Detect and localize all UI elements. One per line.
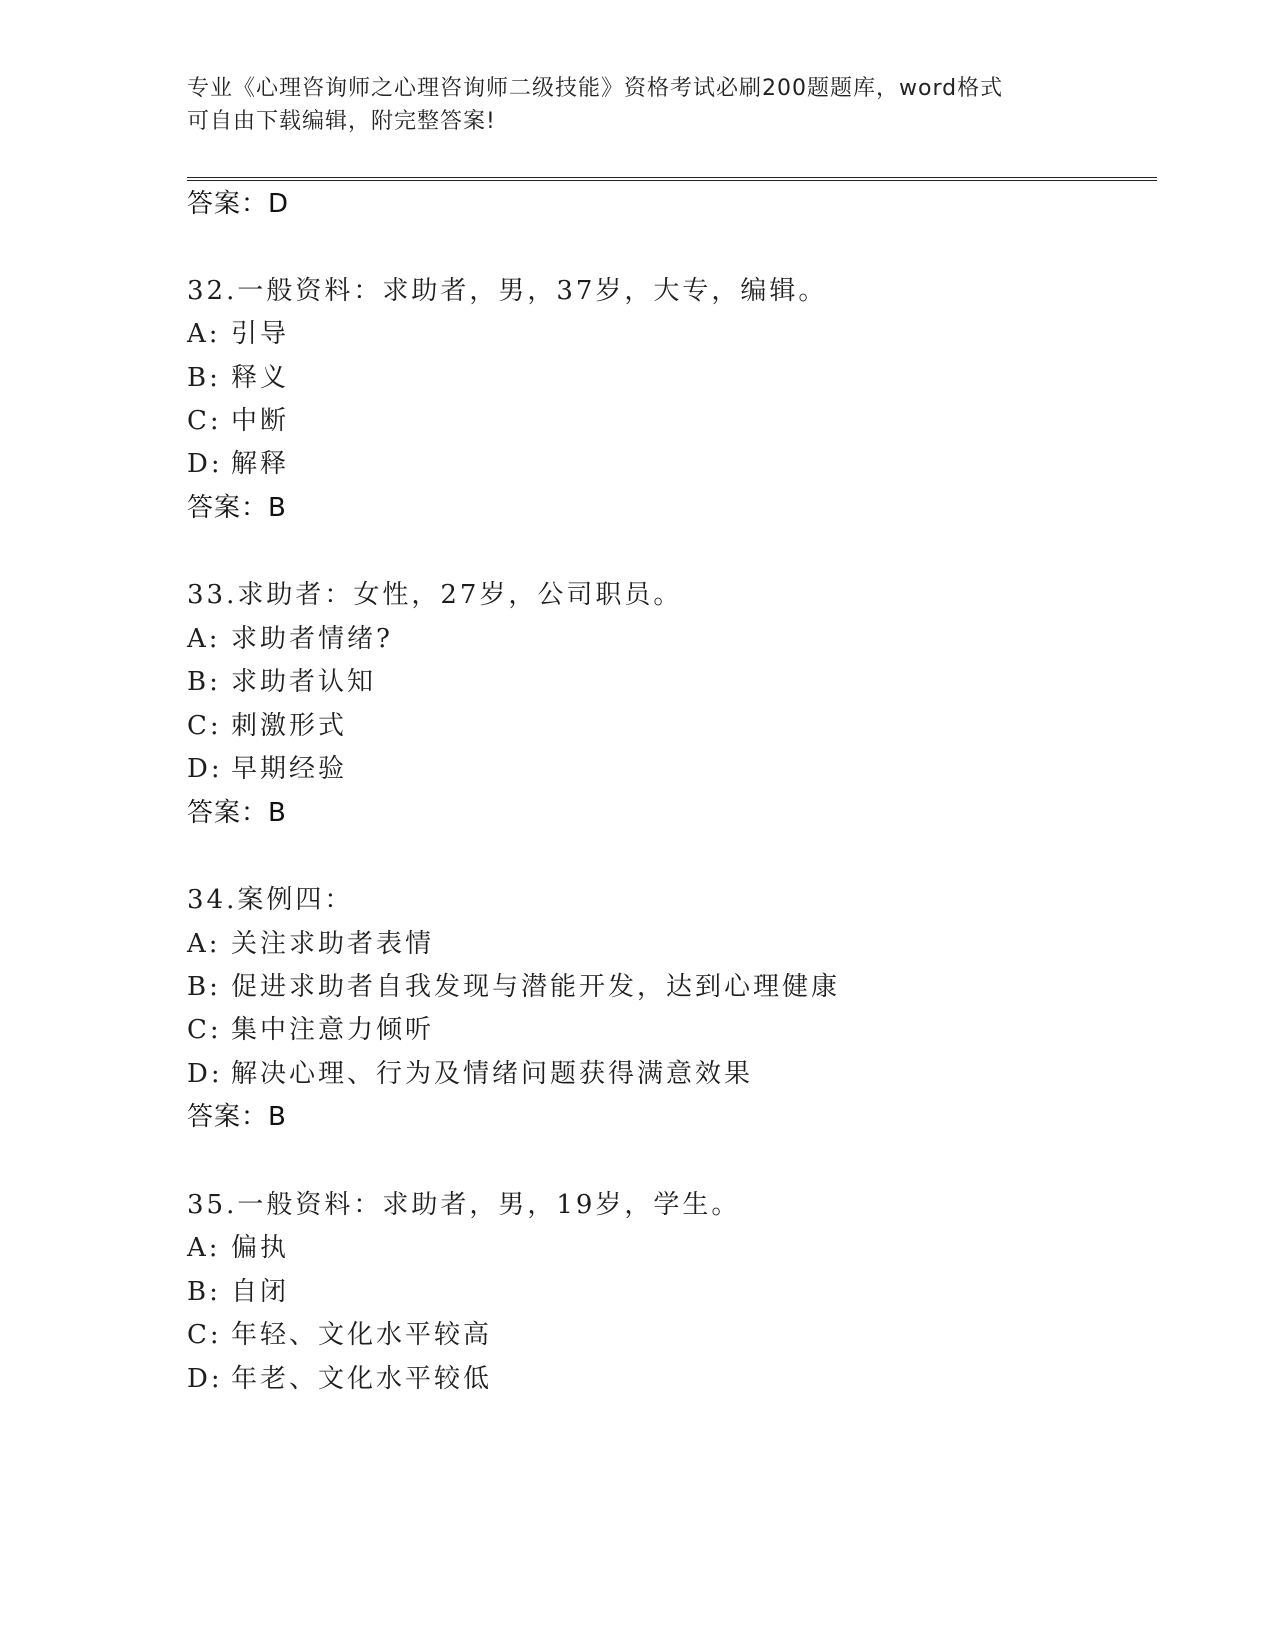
question-32-option-d (187, 448, 289, 480)
option-label: C: (187, 1015, 222, 1045)
option-text: 促进求助者自我发现与潜能开发，达到心理健康 (231, 972, 841, 1002)
question-35-option-b (187, 1276, 289, 1308)
option-text: 自闭 (231, 1277, 290, 1307)
option-label: A: (187, 1233, 221, 1263)
option-label: B: (187, 1277, 221, 1307)
option-text: 求助者情绪? (231, 624, 393, 654)
option-label: A: (187, 624, 221, 654)
question-33-option-c (187, 710, 347, 742)
option-label: D: (187, 754, 223, 784)
option-label: B: (187, 363, 221, 393)
previous-answer: 答案：D (187, 189, 290, 219)
question-34-option-b (187, 971, 840, 1003)
option-text: 解释 (231, 449, 290, 479)
header-line-1: 专业《心理咨询师之心理咨询师二级技能》资格考试必刷200题题库，word格式 (187, 76, 1004, 101)
question-32-answer: 答案：B (187, 493, 287, 523)
question-32-stem: 32.一般资料：求助者，男，37岁，大专，编辑。 (187, 276, 828, 306)
option-text: 关注求助者表情 (231, 929, 435, 959)
question-32-option-c (187, 405, 289, 437)
option-text: 早期经验 (231, 754, 348, 784)
question-32-option-a (187, 318, 289, 350)
option-label: A: (187, 319, 221, 349)
option-text: 年老、文化水平较低 (231, 1364, 493, 1394)
question-34-option-d (187, 1058, 753, 1090)
option-text: 释义 (231, 363, 290, 393)
option-label: D: (187, 449, 223, 479)
option-text: 求助者认知 (231, 667, 377, 697)
option-label: A: (187, 929, 221, 959)
option-label: C: (187, 1320, 222, 1350)
question-35-stem: 35.一般资料：求助者，男，19岁，学生。 (187, 1190, 741, 1220)
option-text: 年轻、文化水平较高 (231, 1320, 493, 1350)
question-34-stem: 34.案例四： (187, 885, 354, 915)
question-33-stem: 33.求助者：女性，27岁，公司职员。 (187, 580, 683, 610)
question-34-answer: 答案：B (187, 1102, 287, 1132)
question-33-option-b (187, 666, 376, 698)
question-33-option-d (187, 753, 347, 785)
option-label: B: (187, 667, 221, 697)
option-text: 偏执 (231, 1233, 290, 1263)
option-text: 解决心理、行为及情绪问题获得满意效果 (231, 1059, 754, 1089)
document-header (187, 72, 1087, 138)
option-label: D: (187, 1364, 223, 1394)
option-label: B: (187, 972, 221, 1002)
question-34-option-a (187, 928, 434, 960)
option-label: C: (187, 711, 222, 741)
option-label: C: (187, 406, 222, 436)
option-text: 引导 (231, 319, 290, 349)
question-35-option-c (187, 1319, 492, 1351)
header-line-2: 可自由下载编辑，附完整答案! (187, 109, 496, 134)
option-text: 集中注意力倾听 (231, 1015, 435, 1045)
question-35-option-a (187, 1232, 289, 1264)
question-33-answer: 答案：B (187, 798, 287, 828)
option-label: D: (187, 1059, 223, 1089)
question-32-option-b (187, 362, 289, 394)
question-34-option-c (187, 1014, 434, 1046)
question-33-option-a (187, 623, 393, 655)
question-35-option-d (187, 1363, 492, 1395)
header-divider (187, 177, 1157, 181)
option-text: 中断 (231, 406, 290, 436)
option-text: 刺激形式 (231, 711, 348, 741)
